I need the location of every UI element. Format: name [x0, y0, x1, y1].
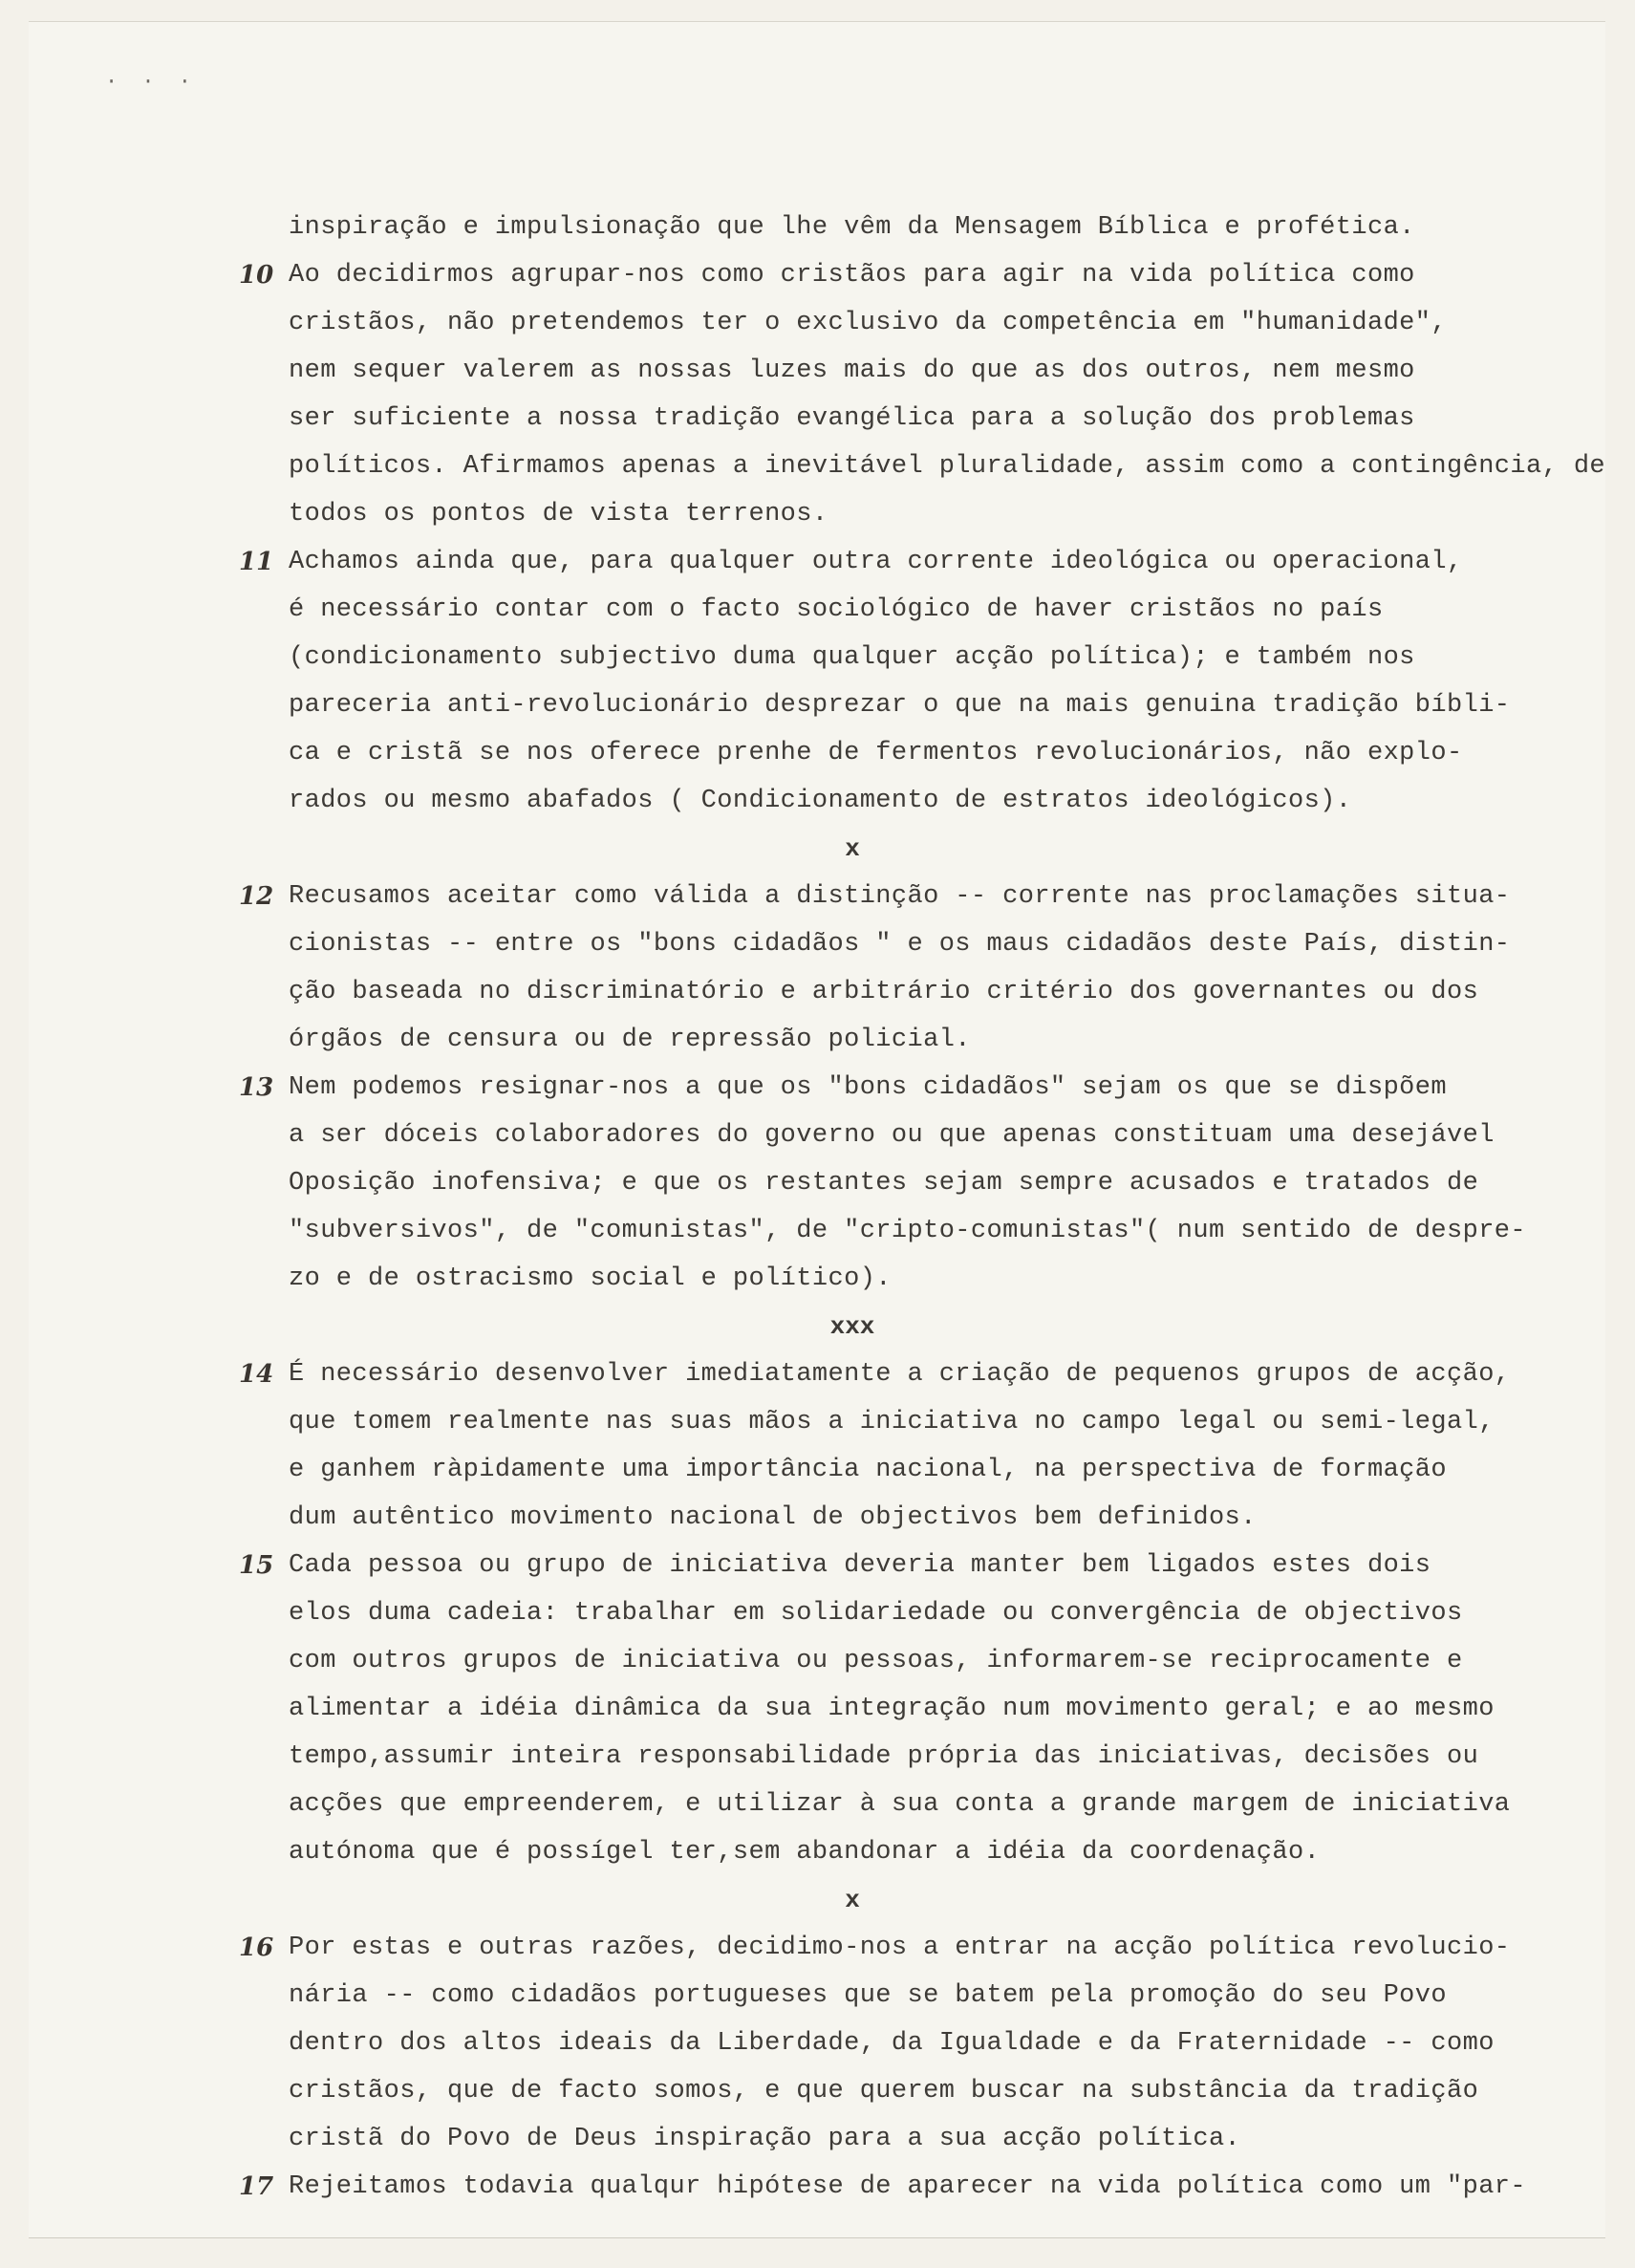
text-line: ca e cristã se nos oferece prenhe de fermentos revolucionários, não explo- [289, 739, 1463, 767]
text-line: autónoma que é possígel ter,sem abandonar a idéia da coordenação. [289, 1838, 1321, 1867]
intro-paragraph [289, 204, 1560, 251]
paragraph-number: 17 [239, 2172, 274, 2201]
text-line: rados ou mesmo abafados ( Condicionamento de estratos ideológicos). [289, 787, 1352, 815]
paragraph-number: 11 [239, 548, 274, 576]
text-line: cionistas -- entre os "bons cidadãos " e os maus cidadãos deste País, distin- [289, 930, 1511, 959]
paragraph-number: 15 [239, 1551, 274, 1580]
text-line: Oposição inofensiva; e que os restantes sejam sempre acusados e tratados de [289, 1169, 1479, 1198]
paragraph-14 [239, 1350, 1560, 1542]
text-line: zo e de ostracismo social e político). [289, 1264, 892, 1293]
paragraph-16 [239, 1924, 1560, 2163]
text-line: Cada pessoa ou grupo de iniciativa deveria manter bem ligados estes dois [289, 1551, 1431, 1580]
text-line: acções que empreenderem, e utilizar à sua conta a grande margem de iniciativa [289, 1790, 1511, 1819]
text-line: ser suficiente a nossa tradição evangélica para a solução dos problemas [289, 404, 1415, 433]
text-line: que tomem realmente nas suas mãos a iniciativa no campo legal ou semi-legal, [289, 1408, 1495, 1436]
text-line: "subversivos", de "comunistas", de "cripto-comunistas"( num sentido de despre- [289, 1217, 1527, 1245]
text-line: é necessário contar com o facto sociológico de haver cristãos no país [289, 595, 1384, 624]
text-line: dentro dos altos ideais da Liberdade, da Igualdade e da Fraternidade -- como [289, 2029, 1495, 2058]
paragraph-13 [239, 1064, 1560, 1303]
text-line: nária -- como cidadãos portugueses que se batem pela promoção do seu Povo [289, 1981, 1447, 2010]
section-separator: x [845, 834, 860, 863]
text-line: Recusamos aceitar como válida a distinção -- corrente nas proclamações situa- [289, 882, 1511, 911]
paragraph-11 [239, 538, 1560, 825]
paragraph-10 [239, 251, 1606, 538]
text-line: dum autêntico movimento nacional de objectivos bem definidos. [289, 1503, 1257, 1532]
section-separator: x [845, 1886, 860, 1914]
text-line: É necessário desenvolver imediatamente a criação de pequenos grupos de acção, [289, 1360, 1511, 1389]
text-line: nem sequer valerem as nossas luzes mais do que as dos outros, nem mesmo [289, 356, 1415, 385]
text-line: a ser dóceis colaboradores do governo ou que apenas constituam uma desejável [289, 1121, 1495, 1150]
corner-mark: · · · [105, 70, 198, 94]
text-line: Rejeitamos todavia qualqur hipótese de aparecer na vida política como um "par- [289, 2172, 1527, 2201]
text-line: tempo,assumir inteira responsabilidade própria das iniciativas, decisões ou [289, 1742, 1479, 1771]
text-line: inspiração e impulsionação que lhe vêm da Mensagem Bíblica e profética. [289, 213, 1415, 242]
paragraph-number: 14 [239, 1360, 274, 1389]
text-line: pareceria anti-revolucionário desprezar o que na mais genuina tradição bíbli- [289, 691, 1511, 720]
paragraph-number: 10 [239, 261, 274, 290]
text-line: alimentar a idéia dinâmica da sua integração num movimento geral; e ao mesmo [289, 1695, 1495, 1723]
text-line: elos duma cadeia: trabalhar em solidariedade ou convergência de objectivos [289, 1599, 1463, 1628]
text-line: cristãos, que de facto somos, e que querem buscar na substância da tradição [289, 2077, 1479, 2106]
section-separator: xxx [829, 1312, 875, 1341]
text-line: cristã do Povo de Deus inspiração para a sua acção política. [289, 2125, 1241, 2153]
text-line: e ganhem ràpidamente uma importância nacional, na perspectiva de formação [289, 1456, 1447, 1484]
paragraph-number: 16 [239, 1933, 274, 1962]
text-line: políticos. Afirmamos apenas a inevitável pluralidade, assim como a contingência, de [289, 452, 1606, 481]
paragraph-number: 13 [239, 1073, 274, 1102]
text-line: Por estas e outras razões, decidimo-nos a entrar na acção política revolucio- [289, 1933, 1511, 1962]
paragraph-17 [239, 2163, 1560, 2211]
document-body [239, 204, 1606, 2211]
text-line: com outros grupos de iniciativa ou pessoas, informarem-se reciprocamente e [289, 1647, 1463, 1675]
document-page [29, 21, 1605, 2238]
text-line: todos os pontos de vista terrenos. [289, 500, 828, 529]
text-line: Achamos ainda que, para qualquer outra corrente ideológica ou operacional, [289, 548, 1463, 576]
text-line: Nem podemos resignar-nos a que os "bons cidadãos" sejam os que se dispõem [289, 1073, 1447, 1102]
paragraph-15 [239, 1542, 1560, 1876]
paragraph-number: 12 [239, 882, 274, 911]
text-line: Ao decidirmos agrupar-nos como cristãos para agir na vida política como [289, 261, 1415, 290]
paragraph-12 [239, 873, 1560, 1064]
text-line: ção baseada no discriminatório e arbitrário critério dos governantes ou dos [289, 978, 1479, 1006]
text-line: (condicionamento subjectivo duma qualquer acção política); e também nos [289, 643, 1415, 672]
text-line: cristãos, não pretendemos ter o exclusivo da competência em "humanidade", [289, 309, 1447, 337]
text-line: órgãos de censura ou de repressão policial. [289, 1026, 971, 1054]
